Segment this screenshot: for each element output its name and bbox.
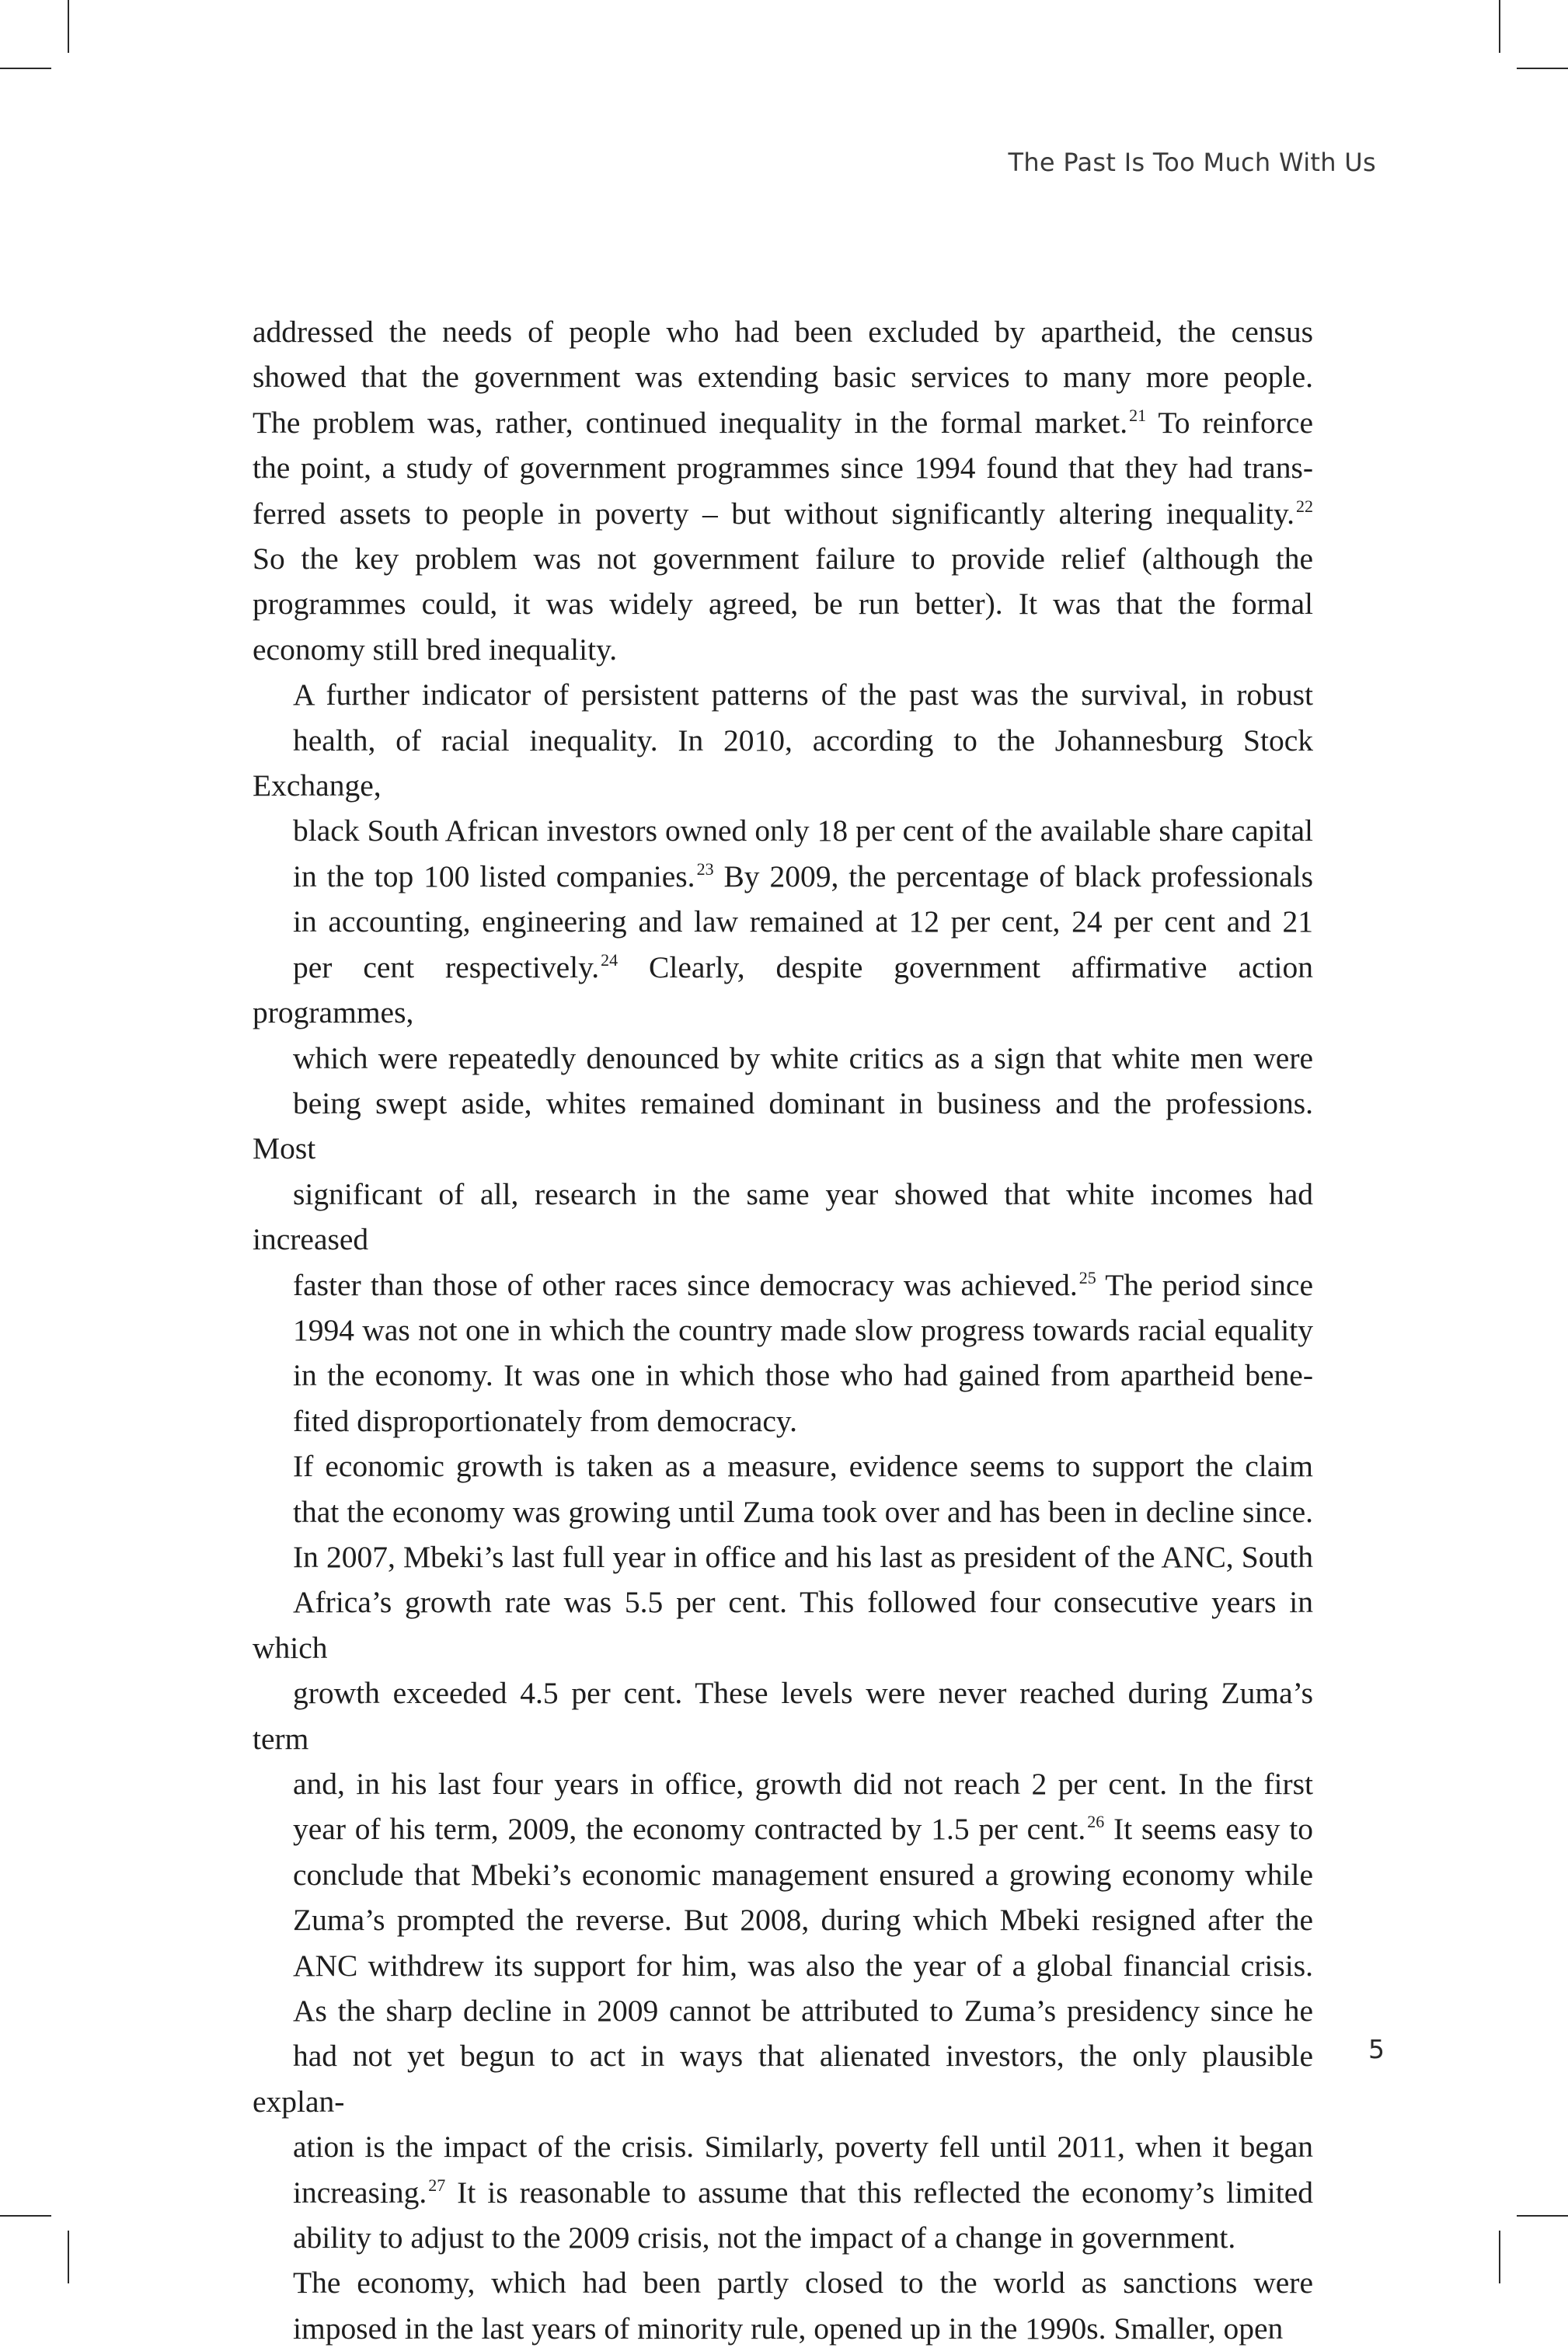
text-run: year of his term, 2009, the economy contracted by 1.5 per cent.: [293, 1812, 1086, 1847]
text-run: faster than those of other races since democracy was achieved.: [293, 1267, 1078, 1302]
footnote-marker: 22: [1296, 496, 1313, 516]
text-line: [253, 854, 1313, 899]
text-run: fited disproportionately from democracy.: [293, 1403, 797, 1438]
text-line: [253, 400, 1313, 445]
text-run: ation is the impact of the crisis. Similarly, poverty fell until 2011, when it began: [293, 2130, 1313, 2165]
text-line: [253, 354, 1313, 399]
text-run: As the sharp decline in 2009 cannot be attributed to Zuma’s presidency since he: [293, 1994, 1313, 2029]
footnote-marker: 24: [601, 949, 618, 970]
text-run: It is reasonable to assume that this reflected the economy’s limited: [445, 2175, 1313, 2210]
text-line: [253, 445, 1313, 490]
text-run: in accounting, engineering and law remained at 12 per cent, 24 per cent and 21: [293, 904, 1313, 939]
text-line: [253, 808, 1313, 853]
crop-mark-bottom-left-horizontal: [0, 2215, 51, 2217]
text-run: ferred assets to people in poverty – but without significantly altering inequality.: [253, 496, 1294, 531]
text-run: black South African investors owned only 18 per cent of the available share capital: [293, 813, 1313, 848]
text-line: [253, 491, 1313, 536]
text-line: [253, 899, 1313, 944]
text-run: had not yet begun to act in ways that alienated investors, the only plausible explan-: [253, 2039, 1313, 2119]
text-run: ANC withdrew its support for him, was also the year of a global financial crisis.: [293, 1948, 1313, 1983]
text-line: [253, 2170, 1313, 2215]
text-line: [253, 1806, 1313, 1851]
text-line: [253, 627, 1313, 672]
paragraph: [253, 2260, 1313, 2351]
text-line: [253, 1172, 1313, 1263]
footnote-marker: 21: [1129, 405, 1147, 425]
text-line: [253, 1353, 1313, 1398]
text-run: in the economy. It was one in which those who had gained from apartheid bene-: [293, 1358, 1313, 1393]
text-run: significant of all, research in the same year showed that white incomes had increased: [253, 1176, 1313, 1257]
text-line: [253, 1081, 1313, 1172]
text-run: The economy, which had been partly closed to the world as sanctions were: [293, 2266, 1313, 2300]
text-run: So the key problem was not government failure to provide relief (although the: [253, 542, 1313, 576]
text-line: [253, 1580, 1313, 1670]
crop-mark-top-left-vertical: [68, 0, 69, 53]
text-line: [253, 1852, 1313, 1897]
paragraph: [253, 672, 1313, 1444]
text-run: per cent respectively.: [293, 949, 600, 984]
text-line: [253, 1444, 1313, 1489]
text-line: [253, 1761, 1313, 1806]
crop-mark-top-left-horizontal: [0, 68, 51, 69]
crop-mark-bottom-right-vertical: [1499, 2231, 1500, 2283]
crop-mark-top-right-horizontal: [1517, 68, 1568, 69]
text-run: In 2007, Mbeki’s last full year in office and his last as president of the ANC, South: [293, 1539, 1313, 1574]
text-line: [253, 1489, 1313, 1534]
text-line: [253, 1398, 1313, 1444]
text-line: [253, 945, 1313, 1036]
text-line: [253, 1036, 1313, 1081]
text-run: showed that the government was extending basic services to many more people.: [253, 360, 1313, 395]
footnote-marker: 25: [1078, 1267, 1096, 1287]
crop-mark-bottom-right-horizontal: [1517, 2215, 1568, 2217]
running-head: The Past Is Too Much With Us: [1008, 148, 1376, 177]
footnote-marker: 27: [428, 2175, 446, 2195]
crop-mark-bottom-left-vertical: [68, 2231, 69, 2283]
text-run: which were repeatedly denounced by white critics as a sign that white men were: [293, 1040, 1313, 1075]
text-run: health, of racial inequality. In 2010, according to the Johannesburg Stock Exchange,: [253, 723, 1313, 803]
text-run: imposed in the last years of minority rule, opened up in the 1990s. Smaller, open: [293, 2311, 1284, 2346]
text-run: To reinforce: [1146, 405, 1313, 440]
text-line: [253, 1534, 1313, 1580]
body-text: [253, 309, 1313, 2351]
text-run: A further indicator of persistent patterns of the past was the survival, in robust: [293, 677, 1313, 712]
text-line: [253, 672, 1313, 717]
text-run: It seems easy to: [1104, 1812, 1313, 1847]
text-run: The problem was, rather, continued inequality in the formal market.: [253, 405, 1128, 440]
crop-mark-top-right-vertical: [1499, 0, 1500, 53]
text-line: [253, 309, 1313, 354]
text-run: Africa’s growth rate was 5.5 per cent. This followed four consecutive years in which: [253, 1585, 1313, 1665]
text-line: [253, 1897, 1313, 1942]
text-run: and, in his last four years in office, growth did not reach 2 per cent. In the first: [293, 1767, 1313, 1801]
text-run: growth exceeded 4.5 per cent. These levels were never reached during Zuma’s term: [253, 1676, 1313, 1756]
text-run: in the top 100 listed companies.: [293, 859, 695, 893]
text-line: [253, 1263, 1313, 1308]
text-run: economy still bred inequality.: [253, 632, 618, 667]
text-run: ability to adjust to the 2009 crisis, not the impact of a change in government.: [293, 2220, 1236, 2255]
paragraph: [253, 1444, 1313, 2260]
text-line: [253, 2306, 1313, 2351]
text-line: [253, 536, 1313, 581]
text-line: [253, 2033, 1313, 2124]
text-run: conclude that Mbeki’s economic management ensured a growing economy while: [293, 1857, 1313, 1892]
text-line: [253, 581, 1313, 626]
text-line: [253, 1670, 1313, 1761]
text-line: [253, 1943, 1313, 1988]
text-run: By 2009, the percentage of black professionals: [713, 859, 1313, 893]
text-run: addressed the needs of people who had been excluded by apartheid, the census: [253, 315, 1313, 349]
text-run: If economic growth is taken as a measure, evidence seems to support the claim: [293, 1449, 1313, 1484]
text-line: [253, 1308, 1313, 1353]
text-run: being swept aside, whites remained dominant in business and the professions. Most: [253, 1085, 1313, 1166]
text-run: programmes could, it was widely agreed, be run better). It was that the formal: [253, 587, 1313, 622]
footnote-marker: 23: [696, 859, 714, 879]
text-run: Zuma’s prompted the reverse. But 2008, during which Mbeki resigned after the: [293, 1903, 1313, 1938]
text-line: [253, 2124, 1313, 2169]
text-run: the point, a study of government programmes since 1994 found that they had trans-: [253, 451, 1313, 486]
text-line: [253, 2215, 1313, 2260]
text-run: The period since: [1096, 1267, 1313, 1302]
text-run: that the economy was growing until Zuma took over and has been in decline since.: [293, 1494, 1313, 1529]
text-line: [253, 1988, 1313, 2033]
page-number: 5: [1368, 2034, 1385, 2064]
paragraph: [253, 309, 1313, 672]
text-line: [253, 718, 1313, 809]
text-run: 1994 was not one in which the country made slow progress towards racial equality: [293, 1312, 1313, 1347]
footnote-marker: 26: [1087, 1812, 1105, 1832]
text-run: Clearly, despite government affirmative action programmes,: [253, 949, 1313, 1030]
text-run: increasing.: [293, 2175, 427, 2210]
